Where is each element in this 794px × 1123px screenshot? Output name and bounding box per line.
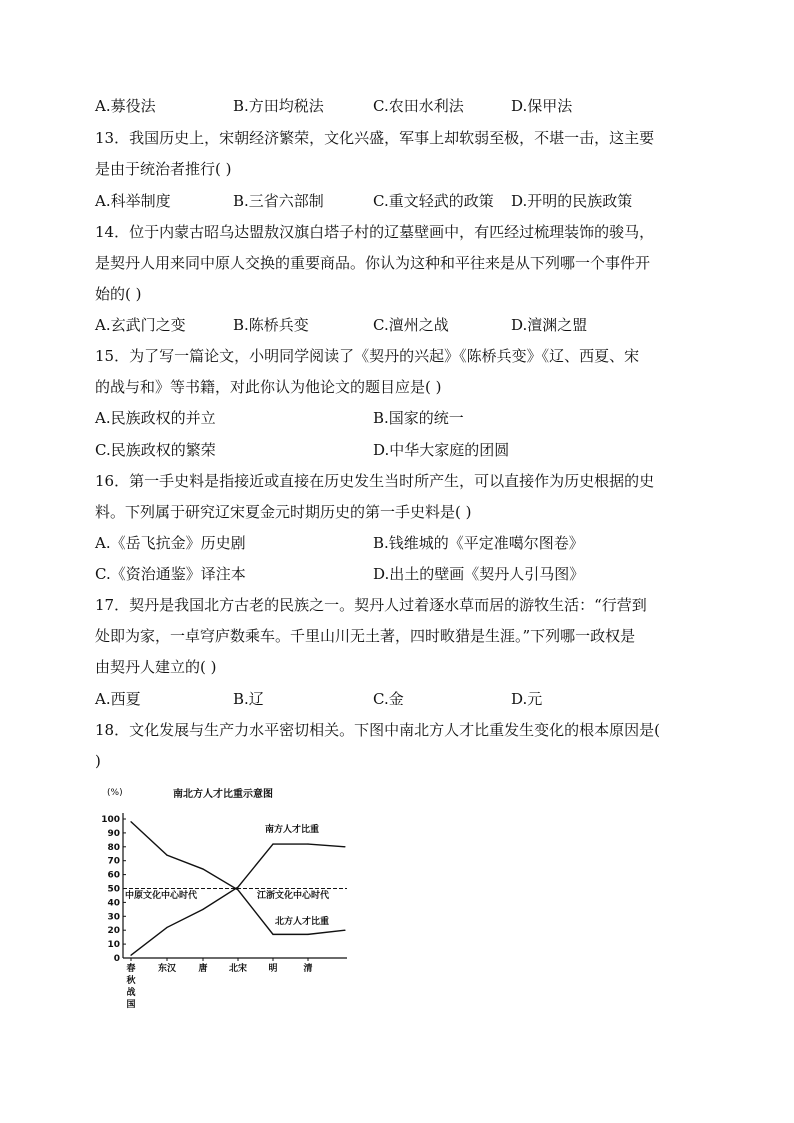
data-point (307, 843, 308, 844)
q12-option-b[interactable]: B.方田均税法 (233, 97, 324, 115)
q14-stem-line-2: 是契丹人用来同中原人交换的重要商品。你认为这种和平往来是从下列哪一个事件开 (95, 254, 651, 272)
q14-stem-line-1: 14．位于内蒙古昭乌达盟敖汉旗白塔子村的辽墓壁画中，有匹经过梳理装饰的骏马， (95, 223, 655, 241)
data-point (272, 843, 273, 844)
data-point (307, 934, 308, 935)
series-label-north: 北方人才比重 (275, 917, 330, 927)
q16-option-d[interactable]: D.出土的壁画《契丹人引马图》 (373, 565, 585, 583)
x-tick-label-4: 明 (268, 964, 278, 974)
x-tick-label-char: 国 (126, 1000, 136, 1010)
annotation-central-plains-era: 中原文化中心时代 (125, 891, 198, 901)
q17-stem-line-1: 17．契丹是我国北方古老的民族之一。契丹人过着逐水草而居的游牧生活：“行营到 (95, 596, 647, 614)
x-tick-label-char: 春 (126, 964, 136, 974)
q17-stem-line-3: 由契丹人建立的( ) (95, 658, 217, 676)
q15-option-b[interactable]: B.国家的统一 (373, 409, 464, 427)
q12-option-d[interactable]: D.保甲法 (511, 97, 573, 115)
q14-option-b[interactable]: B.陈桥兵变 (233, 316, 309, 334)
q18-stem-line-1: 18．文化发展与生产力水平密切相关。下图中南北方人才比重发生变化的根本原因是( (95, 721, 660, 739)
y-tick-label-40: 40 (107, 898, 120, 909)
x-tick-label-5: 清 (303, 964, 313, 974)
q16-stem-line-2: 料。下列属于研究辽宋夏金元时期历史的第一手史料是( ) (95, 503, 472, 521)
q16-stem-line-1: 16．第一手史料是指接近或直接在历史发生当时所产生，可以直接作为历史根据的史 (95, 472, 655, 490)
q16-option-a[interactable]: A.《岳飞抗金》历史剧 (95, 534, 246, 552)
chart-title: 南北方人才比重示意图 (173, 789, 273, 800)
y-tick-label-70: 70 (107, 856, 120, 867)
q18-stem-line-2: ) (95, 752, 101, 770)
q17-option-a[interactable]: A.西夏 (95, 690, 141, 708)
x-tick-label-char: 秋 (126, 976, 136, 986)
q12-option-a[interactable]: A.募役法 (95, 97, 156, 115)
q16-option-c[interactable]: C.《资治通鉴》译注本 (95, 565, 246, 583)
x-tick-label-1: 东汉 (157, 964, 177, 974)
q15-stem-line-1: 15．为了写一篇论文，小明同学阅读了《契丹的兴起》《陈桥兵变》《辽、西夏、宋 (95, 347, 640, 365)
y-tick-label-80: 80 (107, 842, 120, 853)
q16-option-b[interactable]: B.钱维城的《平定准噶尔图卷》 (373, 534, 584, 552)
q13-option-d[interactable]: D.开明的民族政策 (511, 192, 633, 210)
data-point (202, 868, 203, 869)
q13-option-a[interactable]: A.科举制度 (95, 192, 171, 210)
q13-option-b[interactable]: B.三省六部制 (233, 192, 324, 210)
q14-stem-line-3: 始的( ) (95, 285, 142, 303)
data-point (272, 934, 273, 935)
data-point (237, 889, 238, 890)
q17-stem-line-2: 处即为家，一卓穹庐数乘车。千里山川无土著，四时畋猎是生涯。”下列哪一政权是 (95, 627, 636, 645)
y-tick-label-0: 0 (113, 954, 120, 964)
q14-option-d[interactable]: D.澶渊之盟 (511, 316, 588, 334)
q15-option-d[interactable]: D.中华大家庭的团圆 (373, 441, 510, 459)
x-tick-label-char: 战 (126, 988, 136, 998)
data-point (166, 927, 167, 928)
talent-ratio-line-chart (95, 780, 375, 1015)
q17-option-c[interactable]: C.金 (373, 690, 404, 708)
q13-stem-line-2: 是由于统治者推行( ) (95, 160, 232, 178)
data-point (130, 955, 131, 956)
data-point (130, 821, 131, 822)
q15-option-a[interactable]: A.民族政权的并立 (95, 409, 216, 427)
y-tick-label-10: 10 (107, 940, 120, 951)
q13-option-c[interactable]: C.重文轻武的政策 (373, 192, 494, 210)
data-point (166, 855, 167, 856)
y-axis-unit-label: (%) (107, 788, 123, 798)
q17-option-d[interactable]: D.元 (511, 690, 543, 708)
y-tick-label-30: 30 (107, 912, 120, 923)
q14-option-c[interactable]: C.澶州之战 (373, 316, 449, 334)
y-tick-label-100: 100 (101, 815, 120, 825)
q14-option-a[interactable]: A.玄武门之变 (95, 316, 186, 334)
y-tick-label-90: 90 (107, 828, 120, 839)
y-tick-label-60: 60 (107, 870, 120, 881)
q13-stem-line-1: 13．我国历史上，宋朝经济繁荣，文化兴盛，军事上却软弱至极，不堪一击，这主要 (95, 129, 655, 147)
series-label-south: 南方人才比重 (265, 825, 320, 835)
y-tick-label-20: 20 (107, 926, 120, 937)
data-point (202, 909, 203, 910)
data-point (344, 846, 345, 847)
annotation-jiangzhe-era: 江浙文化中心时代 (257, 891, 330, 901)
x-tick-label-2: 唐 (198, 964, 208, 974)
q17-option-b[interactable]: B.辽 (233, 690, 264, 708)
data-point (344, 930, 345, 931)
y-tick-label-50: 50 (107, 884, 120, 895)
data-point (237, 887, 238, 888)
q15-stem-line-2: 的战与和》等书籍，对此你认为他论文的题目应是( ) (95, 378, 442, 396)
x-tick-label-3: 北宋 (228, 964, 248, 974)
q12-option-c[interactable]: C.农田水利法 (373, 97, 464, 115)
q15-option-c[interactable]: C.民族政权的繁荣 (95, 441, 216, 459)
